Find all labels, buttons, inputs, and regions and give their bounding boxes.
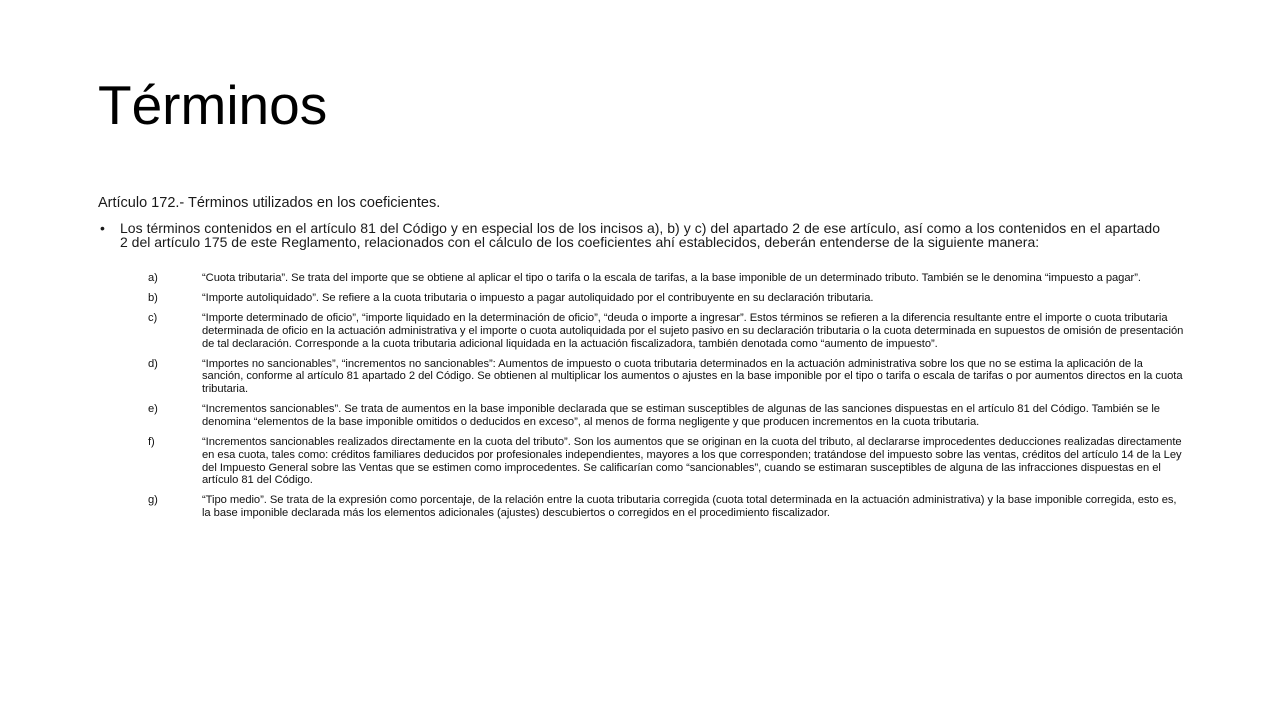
bullet-block [98,221,1160,249]
item-letter: b) [148,291,158,304]
item-text: “Incrementos sancionables realizados directamente en la cuota del tributo”. Son los aumentos que se originan en la cuota del tributo, al declararse improcedentes deducciones realizadas directamente en esa cuota, tales como: créditos familiares deducidos por profesionales independientes, mayores a los que corresponden; tratándose del impuesto sobre las ventas, créditos del artículo 14 de la Ley del Impuesto General sobre las Ventas que se estimen como improcedentes. Se calificarían como “sancionables”, cuando se estimaran susceptibles de alguna de las infracciones dispuestas en el artículo 81 del Código. [202,435,1182,487]
list-item-a [148,272,1184,285]
item-letter: e) [148,403,158,416]
article-heading: Artículo 172.- Términos utilizados en los coeficientes. [98,195,441,211]
bullet-paragraph [98,221,1160,249]
item-text: “Importes no sancionables”, “incrementos no sancionables”: Aumentos de impuesto o cuota tributaria determinados en la actuación administrativa sobre los que no se estima la aplicación de la sanción, conforme al artículo 81 apartado 2 del Código. Se obtienen al multiplicar los aumentos o ajustes en la base imponible por el tipo o tarifa o escala de tarifas o por aumentos directos en la cuota tributaria. [202,357,1183,396]
item-text: “Tipo medio”. Se trata de la expresión como porcentaje, de la relación entre la cuota tributaria corregida (cuota total determinada en la actuación administrativa) y la base imponible corregida, esto es, la base imponible declarada más los elementos adicionales (ajustes) descubiertos o corregidos en el procedimiento fiscalizador. [202,494,1177,520]
list-item-e [148,403,1184,429]
items-list [148,272,1184,527]
list-item-f [148,436,1184,487]
list-item-b [148,292,1184,305]
item-letter: f) [148,435,155,448]
item-text: “Cuota tributaria”. Se trata del importe que se obtiene al aplicar el tipo o tarifa o la escala de tarifas, a la base imponible de un determinado tributo. También se le denomina “impuesto a pagar”. [202,272,1141,284]
list-item-g [148,494,1184,520]
item-letter: a) [148,272,158,284]
item-letter: d) [148,357,158,370]
item-text: “Incrementos sancionables”. Se trata de aumentos en la base imponible declarada que se estiman susceptibles de algunas de las sanciones dispuestas en el artículo 81 del Código. También se le denomina “elementos de la base imponible omitidos o deducidos en exceso”, al menos de forma negligente y que producen incrementos en la cuota tributaria. [202,403,1160,428]
slide-title: Términos [98,74,328,136]
item-letter: c) [148,311,158,324]
item-letter: g) [148,494,158,507]
list-item-c [148,312,1184,350]
bullet-text: Los términos contenidos en el artículo 81 del Código y en especial los de los incisos a), b) y c) del apartado 2 de ese artículo, así como a los contenidos en el apartado 2 del artículo 175 de este Reglamento, relacionados con el cálculo de los coeficientes ahí establecidos, deberán entenderse de la siguiente manera: [120,220,1160,250]
list-item-d [148,358,1184,396]
item-text: “Importe determinado de oficio”, “importe liquidado en la determinación de oficio”, “deuda o importe a ingresar”. Estos términos se refieren a la diferencia resultante entre el importe o cuota tributaria determinada de oficio en la actuación administrativa y el importe o cuota autoliquidada por el sujeto pasivo en su declaración tributaria o la cuota determinada en supuestos de omisión de presentación de tal declaración. Corresponde a la cuota tributaria adicional liquidada en la actuación fiscalizadora, también denotada como “aumento de impuesto”. [202,311,1184,350]
bullet-dot-icon: • [100,220,105,236]
item-text: “Importe autoliquidado”. Se refiere a la cuota tributaria o impuesto a pagar autoliquidado por el contribuyente en su declaración tributaria. [202,291,874,304]
